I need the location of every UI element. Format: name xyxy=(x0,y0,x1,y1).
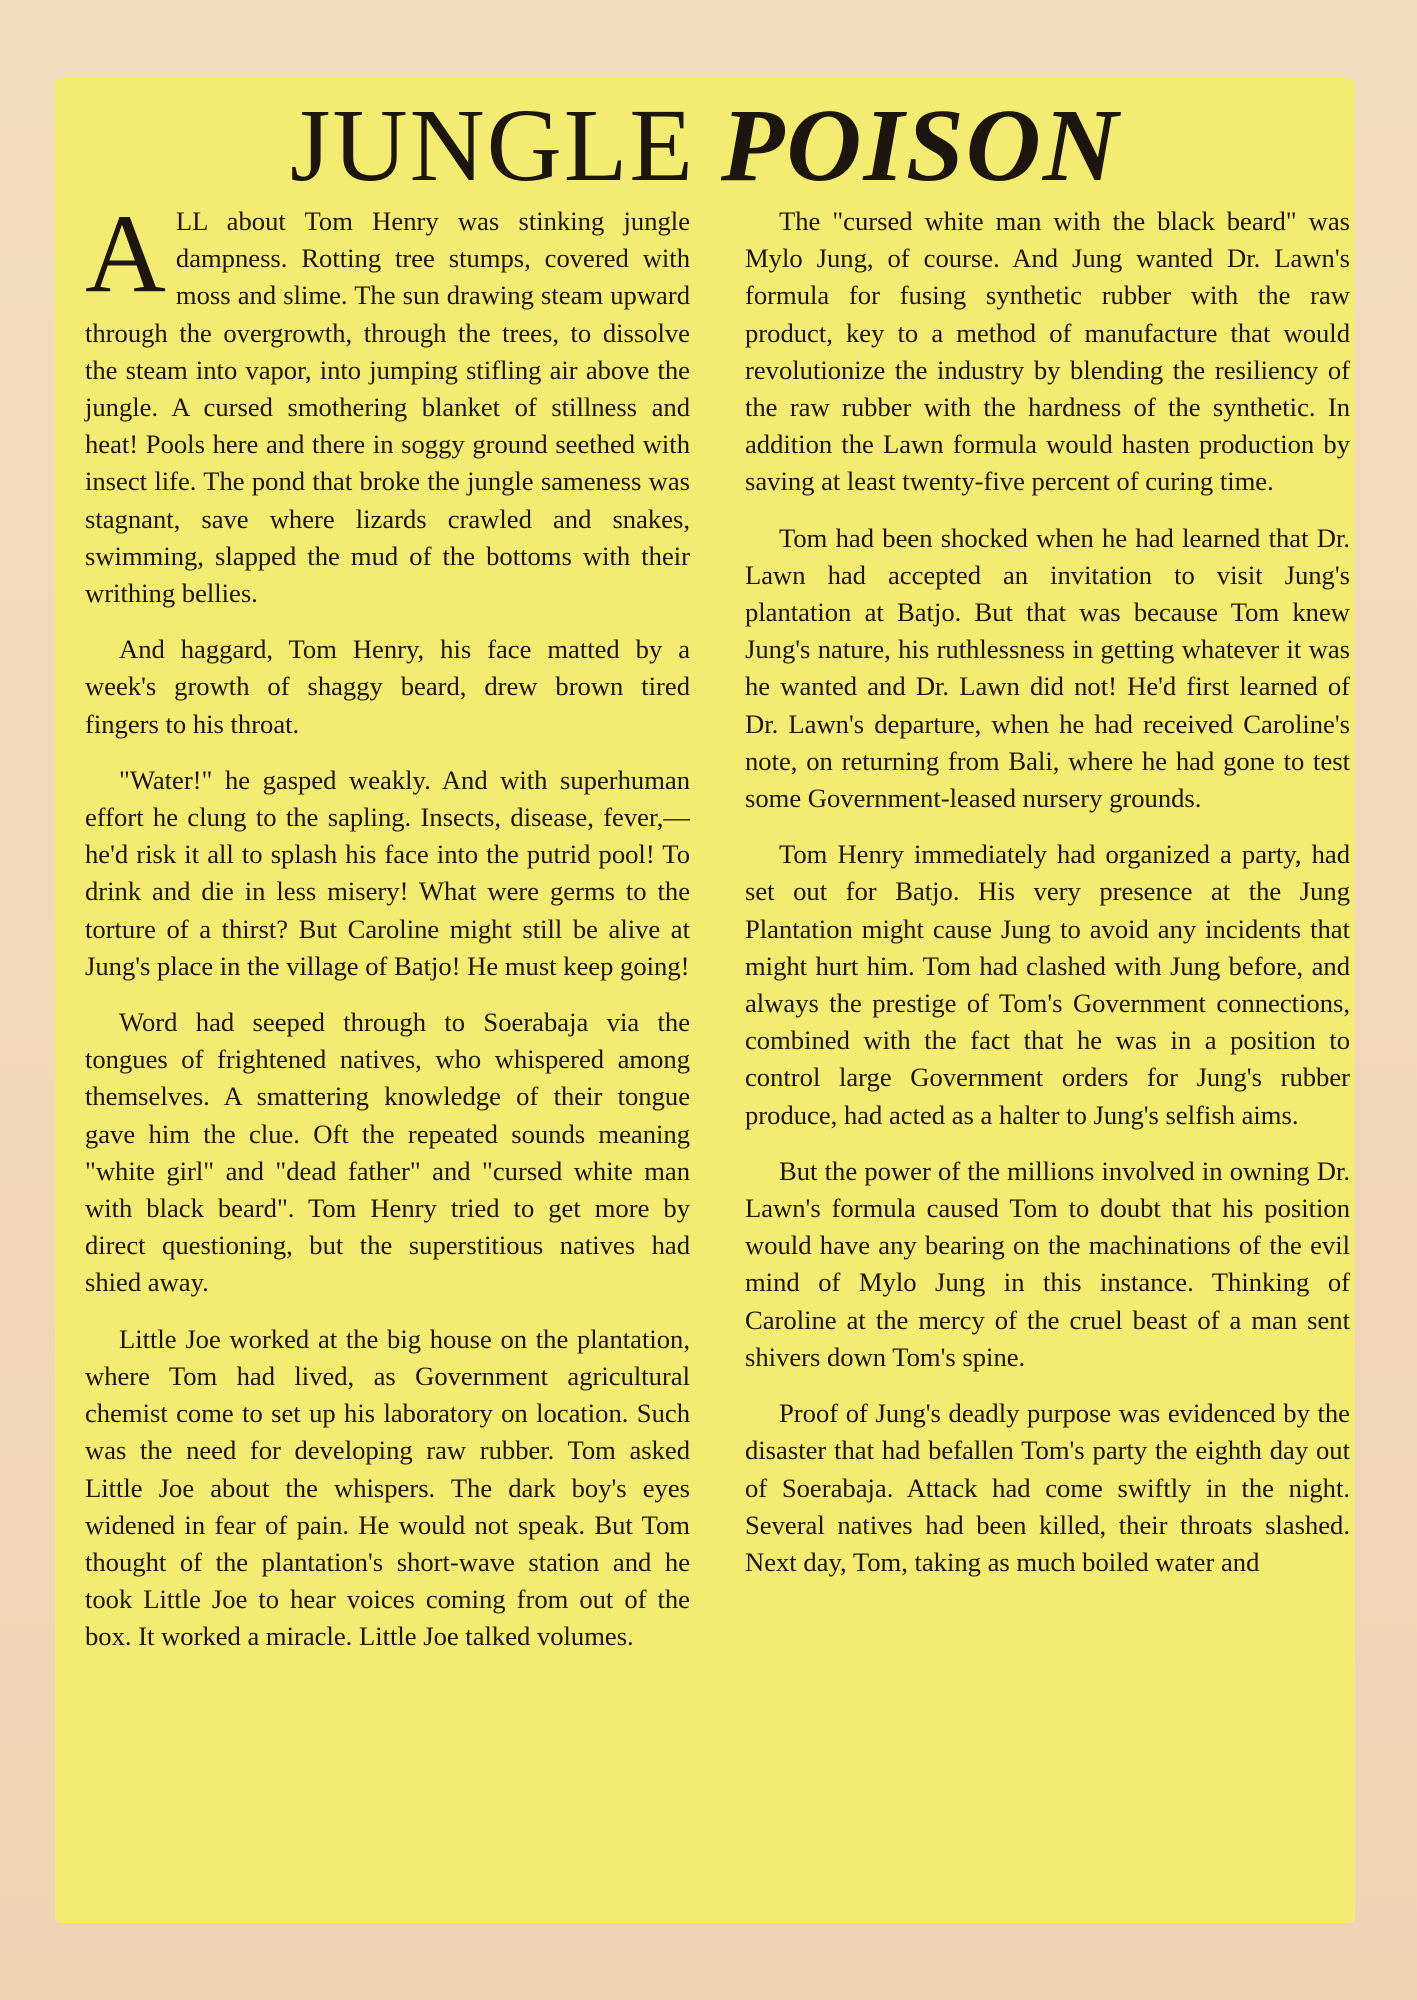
title-word-poison: POISON xyxy=(720,88,1120,203)
right-column xyxy=(745,203,1350,1600)
paragraph: And haggard, Tom Henry, his face matted by a week's growth of shaggy beard, drew brown tired fingers to his throat. xyxy=(85,634,690,739)
paragraph-text: LL about Tom Henry was stinking jungle dampness. Rotting tree stumps, covered with moss and slime. The sun drawing steam upward through the overgrowth, through the trees, to dissolve the steam into vapor, into jumping stifling air above the jungle. A cursed smothering blanket of stillness and heat! Pools here and there in soggy ground seethed with insect life. The pond that broke the jungle sameness was stagnant, save where lizards crawled and snakes, swimming, slapped the mud of the bottoms with their writhing bellies. xyxy=(85,206,690,609)
title-word-jungle: JUNGLE xyxy=(290,88,695,203)
paragraph xyxy=(85,192,690,612)
paragraph: Little Joe worked at the big house on the plantation, where Tom had lived, as Government agricultural chemist come to set up his laboratory on location. Such was the need for developing raw rubber. Tom asked Little Joe about the whispers. The dark boy's eyes widened in fear of pain. He would not speak. But Tom thought of the plantation's short-wave station and he took Little Joe to hear voices coming from out of the box. It worked a miracle. Little Joe talked volumes. xyxy=(85,1323,690,1652)
paragraph: The "cursed white man with the black beard" was Mylo Jung, of course. And Jung wanted Dr. Lawn's formula for fusing synthetic rubber with the raw product, key to a method of manufacture that would revolutionize the industry by blending the resiliency of the raw rubber with the hardness of the synthetic. In addition the Lawn formula would hasten production by saving at least twenty-five percent of curing time. xyxy=(745,206,1350,497)
paragraph: Tom had been shocked when he had learned that Dr. Lawn had accepted an invitation to visit Jung's plantation at Batjo. But that was because Tom knew Jung's nature, his ruthlessness in getting whatever it was he wanted and Dr. Lawn did not! He'd first learned of Dr. Lawn's departure, when he had received Caroline's note, on returning from Bali, where he had gone to test some Government-leased nursery grounds. xyxy=(745,522,1350,814)
paragraph: "Water!" he gasped weakly. And with superhuman effort he clung to the sapling. Insects, disease, fever,—he'd risk it all to splash his face into the putrid pool! To drink and die in less misery! What were germs to the torture of a thirst? But Caroline might still be alive at Jung's place in the village of Batjo! He must keep going! xyxy=(85,764,690,981)
drop-cap: A xyxy=(85,192,166,316)
left-column xyxy=(85,192,690,1675)
paragraph: Proof of Jung's deadly purpose was evidenced by the disaster that had befallen Tom's party the eighth day out of Soerabaja. Attack had come swiftly in the night. Several natives had been killed, their throats slashed. Next day, Tom, taking as much boiled water and xyxy=(745,1398,1350,1577)
story-title xyxy=(55,84,1355,206)
paragraph: Word had seeped through to Soerabaja via the tongues of frightened natives, who whispered among themselves. A smattering knowledge of their tongue gave him the clue. Oft the repeated sounds meaning "white girl" and "dead father" and "cursed white man with black beard". Tom Henry tried to get more by direct questioning, but the superstitious natives had shied away. xyxy=(85,1007,690,1298)
paragraph: Tom Henry immediately had organized a party, had set out for Batjo. His very presence at the Jung Plantation might cause Jung to avoid any incidents that might hurt him. Tom had clashed with Jung before, and always the prestige of Tom's Government connections, combined with the fact that he was in a position to control large Government orders for Jung's rubber produce, had acted as a halter to Jung's selfish aims. xyxy=(745,839,1350,1130)
story-panel xyxy=(55,78,1355,1923)
paragraph: But the power of the millions involved in owning Dr. Lawn's formula caused Tom to doubt that his position would have any bearing on the machinations of the evil mind of Mylo Jung in this instance. Thinking of Caroline at the mercy of the cruel beast of a man sent shivers down Tom's spine. xyxy=(745,1155,1350,1372)
